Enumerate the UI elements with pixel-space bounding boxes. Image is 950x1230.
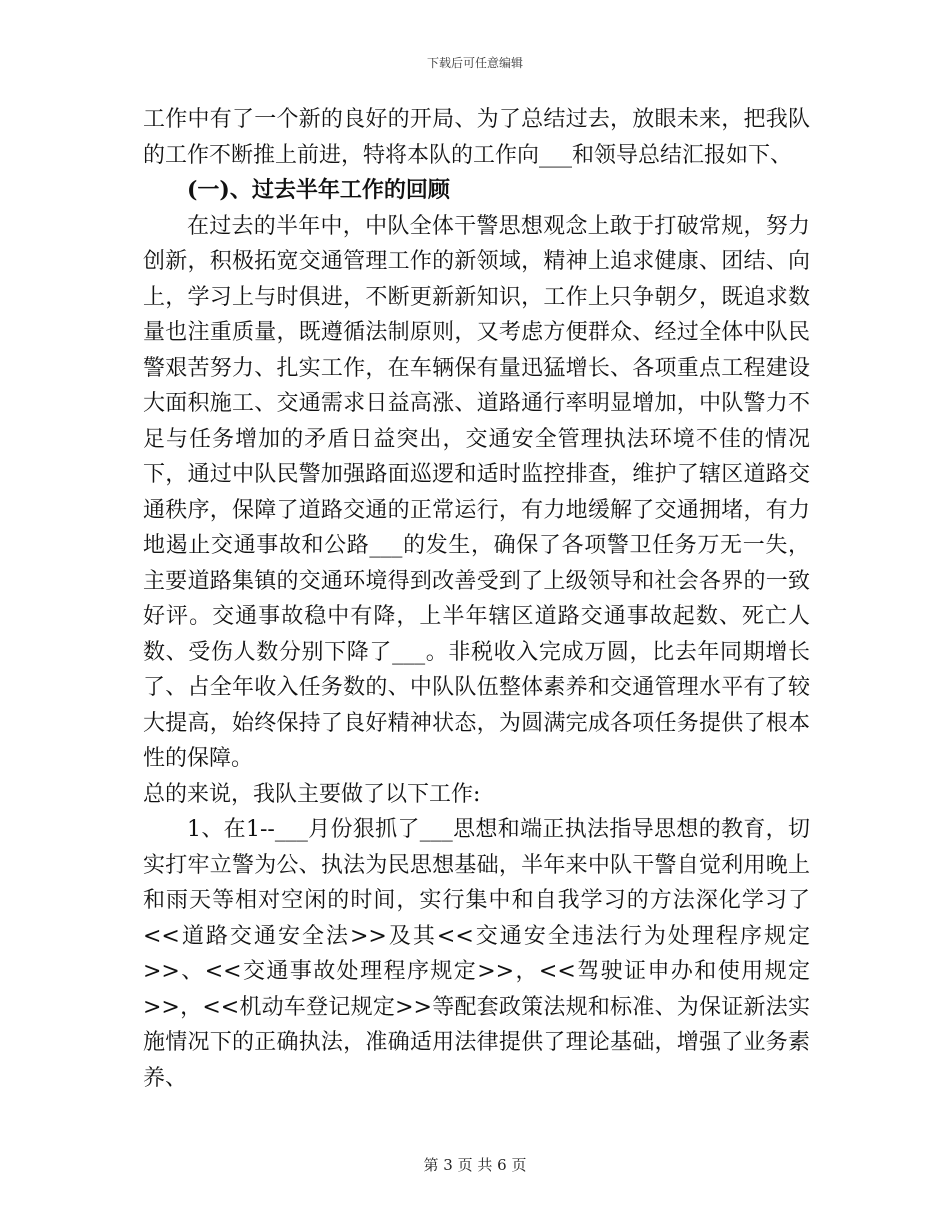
paragraph-summary: 总的来说，我队主要做了以下工作:: [143, 781, 481, 807]
paragraph-intro: 工作中有了一个新的良好的开局、为了总结过去，放眼未来，把我队的工作不断推上前进，特将本队的工作向___和领导总结汇报如下、: [143, 107, 810, 168]
paragraph-item-1: 1、在1--___月份狠抓了___思想和端正执法指导思想的教育，切实打牢立警为公、执法为民思想基础，半年来中队干警自觉利用晚上和雨天等相对空闲的时间，实行集中和自我学习的方法深化学习了<<道路交通安全法>>及其<<交通安全违法行为处理程序规定>>、<<交通事故处理程序规定>>，<<驾驶证申办和使用规定>>，<<机动车登记规定>>等配套政策法规和标准、为保证新法实施情况下的正确执法，准确适用法律提供了理论基础，增强了业务素养、: [143, 817, 810, 1091]
page-header: 下载后可任意编辑: [426, 56, 523, 70]
page-number: 第 3 页 共 6 页: [423, 1156, 527, 1174]
document-body: [143, 102, 810, 1096]
section-heading: (一)、过去半年工作的回顾: [187, 177, 450, 203]
paragraph-review: 在过去的半年中，中队全体干警思想观念上敢于打破常规，努力创新，积极拓宽交通管理工作的新领域，精神上追求健康、团结、向上，学习上与时俱进，不断更新新知识，工作上只争朝夕，既追求数量也注重质量，既遵循法制原则，又考虑方便群众、经过全体中队民警艰苦努力、扎实工作，在车辆保有量迅猛增长、各项重点工程建设大面积施工、交通需求日益高涨、道路通行率明显增加，中队警力不足与任务增加的矛盾日益突出，交通安全管理执法环境不佳的情况下，通过中队民警加强路面巡逻和适时监控排查，维护了辖区道路交通秩序，保障了道路交通的正常运行，有力地缓解了交通拥堵，有力地遏止交通事故和公路___的发生，确保了各项警卫任务万无一失，主要道路集镇的交通环境得到改善受到了上级领导和社会各界的一致好评。交通事故稳中有降，上半年辖区道路交通事故起数、死亡人数、受伤人数分别下降了___。非税收入完成万圆，比去年同期增长了、占全年收入任务数的、中队队伍整体素养和交通管理水平有了较大提高，始终保持了良好精神状态，为圆满完成各项任务提供了根本性的保障。: [143, 213, 810, 771]
